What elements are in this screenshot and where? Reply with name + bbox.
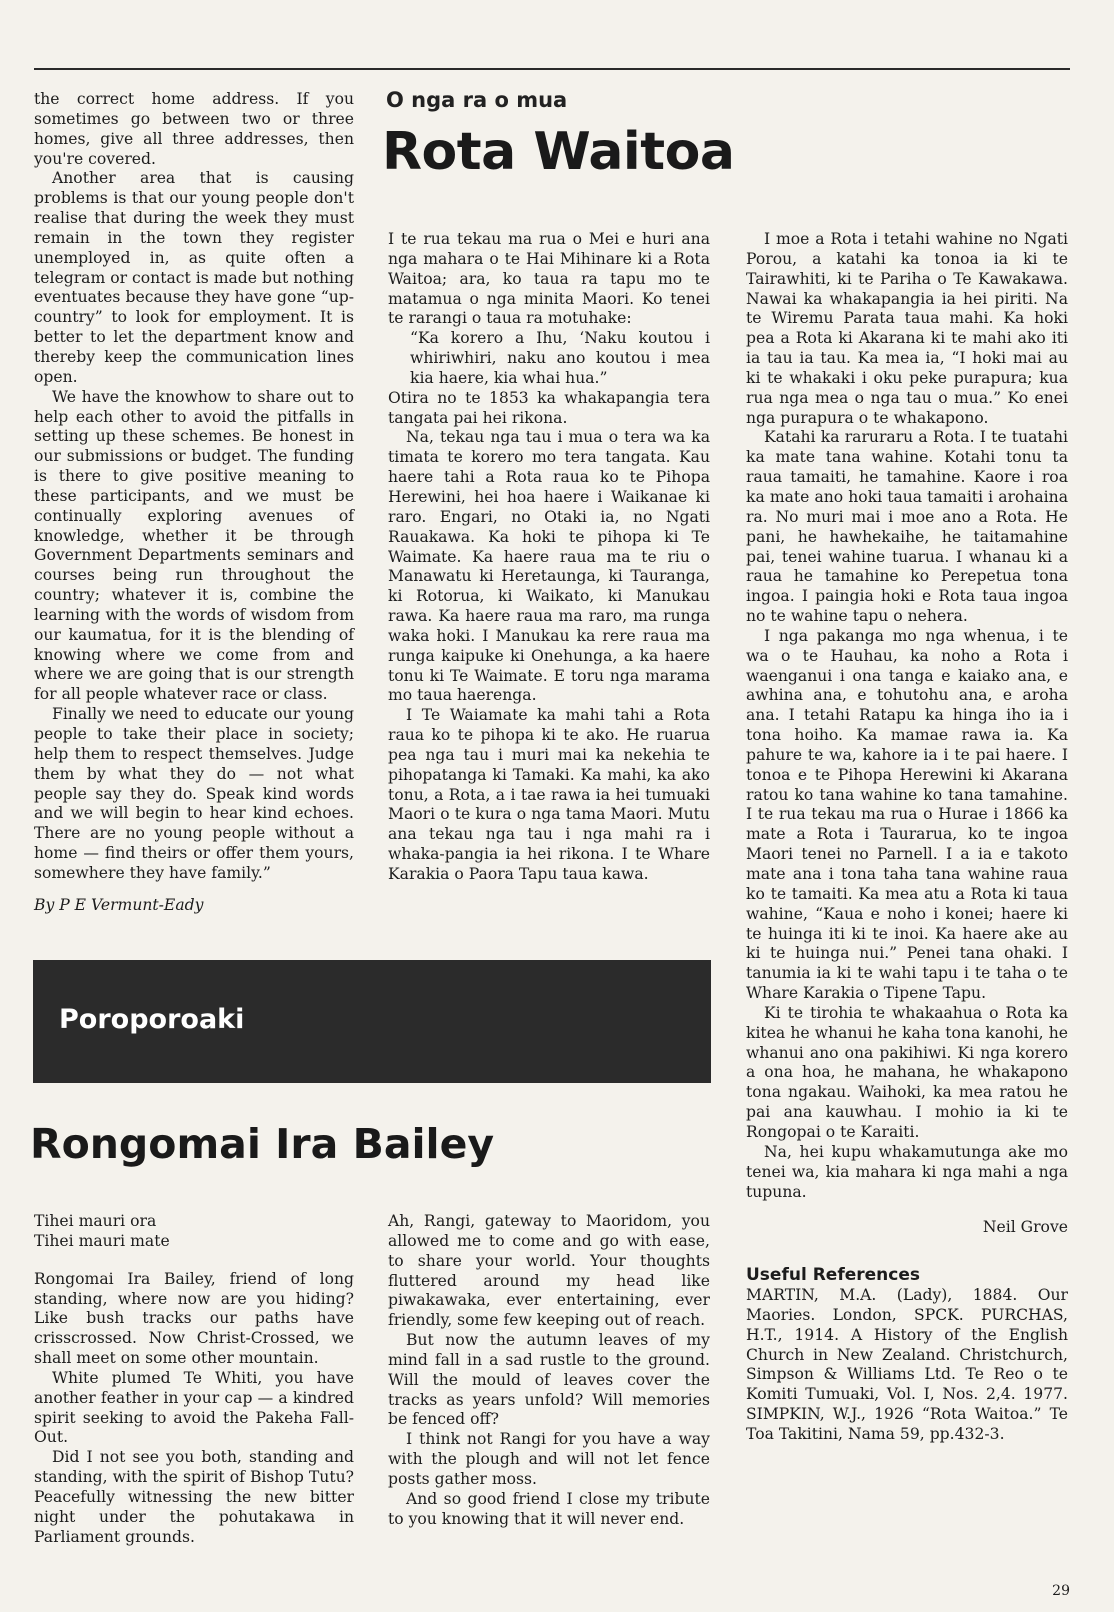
paragraph: We have the knowhow to share out to help each other to avoid the pitfalls in setting up these schemes. Be honest in our submissions or budget. The funding is there to give positive meaning to these participants, and we must be continually exploring avenues of knowledge, whether it be through Government Departments seminars and courses being run throughout the country; whatever it is, combine the learning with the words of wisdom from our kaumatua, for it is the blending of knowing where we come from and where we are going that is our strength for all people whatever race or class. (34, 387, 354, 704)
section-banner (33, 960, 711, 1083)
paragraph: Otira no te 1853 ka whakapangia tera tangata pai hei rikona. (388, 388, 710, 427)
byline: By P E Vermunt-Eady (34, 895, 204, 914)
paragraph: Ah, Rangi, gateway to Maoridom, you allowed me to come and go with ease, to share your world. Your thoughts fluttered around my head like piwakawaka, ever entertaining, ever friendly, some few keeping out of reach. (388, 1212, 710, 1330)
paragraph: the correct home address. If you sometimes go between two or three homes, give all three addresses, then you're covered. (34, 90, 354, 168)
author-signoff: Neil Grove (982, 1218, 1068, 1237)
paragraph: Did I not see you both, standing and standing, with the spirit of Bishop Tutu? Peacefully witnessing the new bitter night under the pohutakawa in Parliament grounds. (34, 1448, 354, 1546)
banner-label: Poroporoaki (59, 1004, 245, 1035)
paragraph: And so good friend I close my tribute to you knowing that it will never end. (388, 1489, 710, 1528)
left-column-continued-article (34, 90, 354, 916)
paragraph: Finally we need to educate our young people to take their place in society; help them to respect themselves. Judge them by what they do — not what people say they do. Speak kind words and we will begin to hear kind echoes. There are no young people without a home — find theirs or offer them yours, somewhere they have family.” (34, 705, 354, 882)
paragraph: Katahi ka raruraru a Rota. I te tuatahi ka mate tana wahine. Kotahi tonu ta raua tamaiti, he tamahine. Kaore i roa ka mate ano hoki taua tamaiti i arohaina ra. No muri mai i moe ano a Rota. He pani, he hawhekaihe, he taitamahine pai, tenei wahine tuarua. I whanau ki a raua he tamahine ko Perepetua tona ingoa. I paingia hoki e Rota taua ingoa no te wahine tapu o nehera. (746, 428, 1068, 626)
paragraph: But now the autumn leaves of my mind fall in a sad rustle to the ground. Will the mould of leaves cover the tracks as years unfold? Will memories be fenced off? (388, 1331, 710, 1429)
article-kicker: O nga ra o mua (386, 88, 568, 112)
paragraph: Another area that is causing problems is that our young people don't realise that during the week they must remain in the town they register unemployed in, as quite often a telegram or contact is made but nothing eventuates because they have gone “up-country” to look for employment. It is better to let the department know and thereby keep the communication lines open. (34, 169, 354, 386)
opening-line: Tihei mauri mate (34, 1231, 170, 1250)
paragraph: I nga pakanga mo nga whenua, i te wa o te Hauhau, ka noho a Rota i waenganui i ona tanga e kaiako ana, e awhina ana, e tohutohu ana, e aroha ana. I tetahi Ratapu ka hinga iho ia i tona hoiho. Ka mamae rawa ia. Ka pahure te wa, kahore ia i te pai haere. I tonoa e te Pihopa Herewini ki Akarana ratou ko tana wahine ko tana tamahine. I te rua tekau ma rua o Hurae i 1866 ka mate a Rota i Taurarua, ko te ingoa Maori tenei no Parnell. I a ia e takoto mate ana i tona taha tana wahine raua ko te tamaiti. Ka mea atu a Rota ki taua wahine, “Kaua e noho i konei; haere ki te huinga iti ki te inoi. Ka haere ake au ki te huinga nui.” Penei tana ohaki. I tanumia ia ki te wahi tapu i te taha o te Whare Karakia o Tipene Tapu. (746, 626, 1068, 1003)
paragraph: Na, tekau nga tau i mua o tera wa ka timata te korero mo tera tangata. Kau haere tahi a Rota raua ko te Pihopa Herewini, hei hoa haere i Waikanae ki raro. Engari, no Otaki ia, no Ngati Rauakawa. Ka hoki te pihopa ki Te Waimate. Ka haere raua ma te riu o Manawatu ki Heretaunga, ki Tauranga, ki Rotorua, ki Waikato, ki Manukau rawa. Ka haere raua ma raro, ma runga waka hoki. I Manukau ka rere raua ma runga kaipuke ki Onehunga, a ka haere tonu ki Te Waimate. E toru nga marama mo taua haerenga. (388, 428, 710, 705)
obituary-middle-column (388, 1212, 710, 1530)
article-headline: Rota Waitoa (382, 122, 735, 182)
paragraph: Ki te tirohia te whakaahua o Rota ka kitea he whanui he kaha tona kanohi, he whanui ano ona pakihiwi. Ki nga korero a ona hoa, he mahana, he whakapono tona ngakau. Waihoki, ka mea ratou he pai ana kauwhau. I mohio ia ki te Rongopai o te Karaiti. (746, 1003, 1068, 1141)
paragraph: I moe a Rota i tetahi wahine no Ngati Porou, a katahi ka tonoa ia ki te Tairawhiti, ki te Pariha o Te Kawakawa. Nawai ka whakapangia ia hei piriti. Na te Wiremu Parata taua mahi. Ka hoki pea a Rota ki Akarana ki te mahi ako iti ia tau ia tau. Ka mea ia, “I hoki mai au ki te whakaki i oku peke purapura; kua rua nga mea o nga tau o mua.” Ko enei nga purapura o te whakapono. (746, 230, 1068, 427)
scripture-quote: “Ka korero a Ihu, ‘Naku koutou i whiriwhiri, naku ano koutou i mea kia haere, kia whai hua.” (410, 329, 710, 387)
references-heading: Useful References (746, 1265, 920, 1286)
paragraph: Na, hei kupu whakamutunga ake mo tenei wa, kia mahara ki nga mahi a nga tupuna. (746, 1142, 1068, 1201)
paragraph: White plumed Te Whiti, you have another feather in your cap — a kindred spirit seeking to avoid the Pakeha Fall-Out. (34, 1368, 354, 1447)
obituary-title: Rongomai Ira Bailey (30, 1120, 495, 1168)
opening-line: Tihei mauri ora (34, 1212, 157, 1230)
paragraph: I think not Rangi for you have a way with the plough and will not let fence posts gather moss. (388, 1430, 710, 1488)
paragraph: I te rua tekau ma rua o Mei e huri ana nga mahara o te Hai Mihinare ki a Rota Waitoa; ara, ko taua ra tapu mo te matamua o nga minita Maori. Ko tenei te rarangi o taua ra motuhake: (388, 230, 710, 328)
obituary-left-column (34, 1212, 354, 1548)
middle-column-article (388, 230, 710, 885)
references-text: MARTIN, M.A. (Lady), 1884. Our Maories. London, SPCK. PURCHAS, H.T., 1914. A History of the English Church in New Zealand. Christchurch, Simpson & Williams Ltd. Te Reo o te Komiti Tumuaki, Vol. I, Nos. 2,4. 1977. SIMPKIN, W.J., 1926 “Rota Waitoa.” Te Toa Takitini, Nama 59, pp.432-3. (746, 1286, 1068, 1443)
right-column-article (746, 230, 1068, 1445)
paragraph: I Te Waiamate ka mahi tahi a Rota raua ko te pihopa ki te ako. He ruarua pea nga tau i muri mai ka nekehia te pihopatanga ki Tamaki. Ka mahi, ka ako tonu, a Rota, a i tae rawa ia hei tumuaki Maori o te kura o nga tama Maori. Mutu ana tekau nga tau i nga mahi ra i whaka-pangia ia hei rikona. I te Whare Karakia o Paora Tapu taua kawa. (388, 706, 710, 883)
page-number: 29 (1052, 1583, 1070, 1599)
top-rule (34, 68, 1070, 70)
paragraph: Rongomai Ira Bailey, friend of long standing, where now are you hiding? Like bush tracks our paths have crisscrossed. Now Christ-Crossed, we shall meet on some other mountain. (34, 1269, 354, 1368)
